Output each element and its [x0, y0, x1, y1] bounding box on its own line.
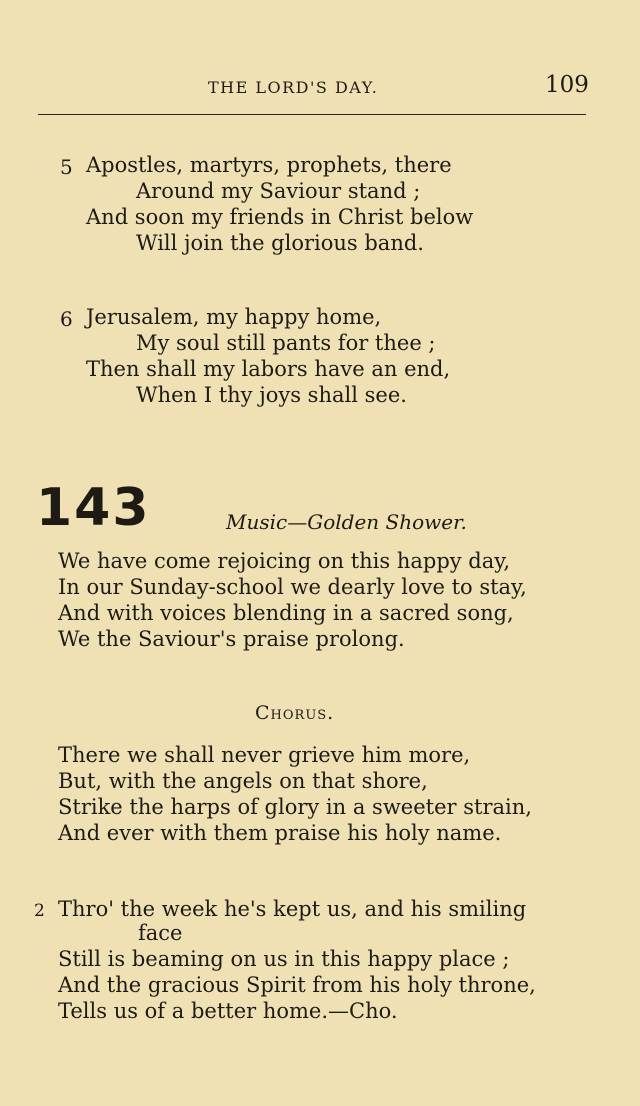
stanza-line: Around my Saviour stand ;	[136, 179, 421, 203]
hymn-number: 143	[36, 478, 151, 538]
verse-line: Thro' the week he's kept us, and his smiling	[58, 897, 527, 921]
stanza-number: 2	[34, 901, 45, 921]
verse-line: In our Sunday-school we dearly love to stay,	[58, 575, 527, 599]
tune-name: Music—Golden Shower.	[226, 510, 467, 534]
stanza-line: Apostles, martyrs, prophets, there	[86, 153, 452, 177]
chorus-line: But, with the angels on that shore,	[58, 769, 428, 793]
stanza-line: My soul still pants for thee ;	[136, 331, 436, 355]
running-head: THE LORD'S DAY.	[208, 78, 379, 97]
verse-line: And with voices blending in a sacred song,	[58, 601, 514, 625]
verse-line: face	[138, 921, 183, 945]
chorus-line: And ever with them praise his holy name.	[58, 821, 502, 845]
chorus-line: Strike the harps of glory in a sweeter strain,	[58, 795, 532, 819]
verse-line: We the Saviour's praise prolong.	[58, 627, 405, 651]
header-rule	[38, 114, 586, 115]
chorus-heading: Chorus.	[255, 702, 335, 724]
verse-line: Tells us of a better home.—Cho.	[58, 999, 398, 1023]
stanza-line: Then shall my labors have an end,	[86, 357, 451, 381]
stanza-line: Will join the glorious band.	[136, 231, 424, 255]
stanza-line: When I thy joys shall see.	[136, 383, 407, 407]
chorus-line: There we shall never grieve him more,	[58, 743, 471, 767]
verse-line: Still is beaming on us in this happy place ;	[58, 947, 510, 971]
stanza-line: Jerusalem, my happy home,	[86, 305, 382, 329]
stanza-number: 6	[60, 307, 73, 331]
page-number: 109	[545, 72, 589, 98]
stanza-number: 5	[60, 155, 73, 179]
stanza-line: And soon my friends in Christ below	[86, 205, 474, 229]
verse-line: And the gracious Spirit from his holy throne,	[58, 973, 536, 997]
verse-line: We have come rejoicing on this happy day,	[58, 549, 511, 573]
